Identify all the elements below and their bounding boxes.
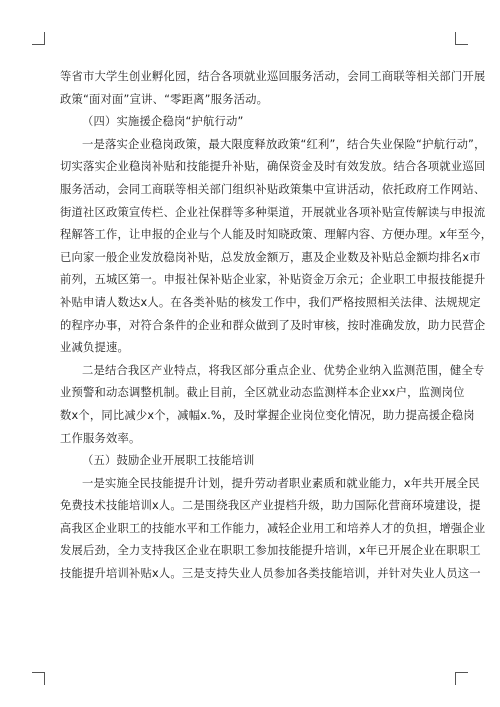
text-line: 业预警和动态调整机制。截止目前，全区就业动态监测样本企业xx户，监测岗位	[60, 386, 465, 400]
text-line: 工作服务效率。	[60, 431, 141, 445]
text-line: 发展后劲，全力支持我区企业在职职工参加技能提升培训，x年已开展企业在职职工	[60, 544, 481, 558]
text-line: 一是落实企业稳岗政策，最大限度释放政策“红利”，结合失业保险“护航行动”，	[82, 137, 486, 151]
text-line: 前列，五城区第一。申报社保补贴企业家，补贴资金万余元；企业职工申报技能提升	[60, 273, 486, 287]
text-line: 程解答工作，让申报的企业与个人能及时知晓政策、理解内容、方便办理。x年至今，	[60, 228, 493, 242]
text-line: 技能提升培训补贴x人。三是支持失业人员参加各类技能培训，并针对失业人员这一	[60, 567, 481, 581]
text-line: 的程序办事，对符合条件的企业和群众做到了及时审核，按时准确发放，助力民营企	[60, 318, 486, 332]
crop-mark-bottom-right	[455, 672, 468, 685]
text-line: 一是实施全民技能提升计划，提升劳动者职业素质和就业能力，x年共开展全民	[82, 476, 480, 490]
crop-mark-top-left	[32, 32, 45, 45]
text-line: 业减负提速。	[60, 341, 129, 355]
text-line: 等省市大学生创业孵化园，结合各项就业巡回服务活动，会同工商联等相关部门开展	[60, 70, 486, 83]
text-line: 补贴申请人数达x人。在各类补贴的核发工作中，我们严格按照相关法律、法规规定	[60, 295, 481, 309]
text-line: 政策“面对面”宣讲、“零距离”服务活动。	[60, 92, 269, 106]
text-line: 切实落实企业稳岗补贴和技能提升补贴，确保资金及时有效发放。结合各项就业巡回	[60, 160, 486, 174]
text-line: 数x个，同比减少x个，减幅x.%，及时掌握企业岗位变化情况，助力提高援企稳岗	[60, 408, 475, 422]
text-line: （五）鼓励企业开展职工技能培训	[82, 454, 255, 468]
crop-mark-bottom-left	[32, 672, 45, 685]
document-page	[60, 66, 493, 586]
text-line: 二是结合我区产业特点，将我区部分重点企业、优势企业纳入监测范围，健全专	[82, 363, 485, 377]
text-line: （四）实施援企稳岗“护航行动”	[82, 115, 244, 129]
text-line: 街道社区政策宣传栏、企业社保群等多种渠道，开展就业各项补贴宣传解读与申报流	[60, 205, 486, 219]
crop-mark-top-right	[455, 32, 468, 45]
text-line: 高我区企业职工的技能水平和工作能力，减轻企业用工和培养人才的负担，增强企业	[60, 521, 486, 535]
text-line: 免费技术技能培训x人。二是围绕我区产业提档升级，助力国际化营商环境建设，提	[60, 499, 481, 513]
text-line: 已向家一般企业发放稳岗补贴，总发放金额万，惠及企业数及补贴总金额均排名x市	[60, 250, 481, 264]
text-line: 服务活动，会同工商联等相关部门组织补贴政策集中宣讲活动，依托政府工作网站、	[60, 182, 486, 196]
